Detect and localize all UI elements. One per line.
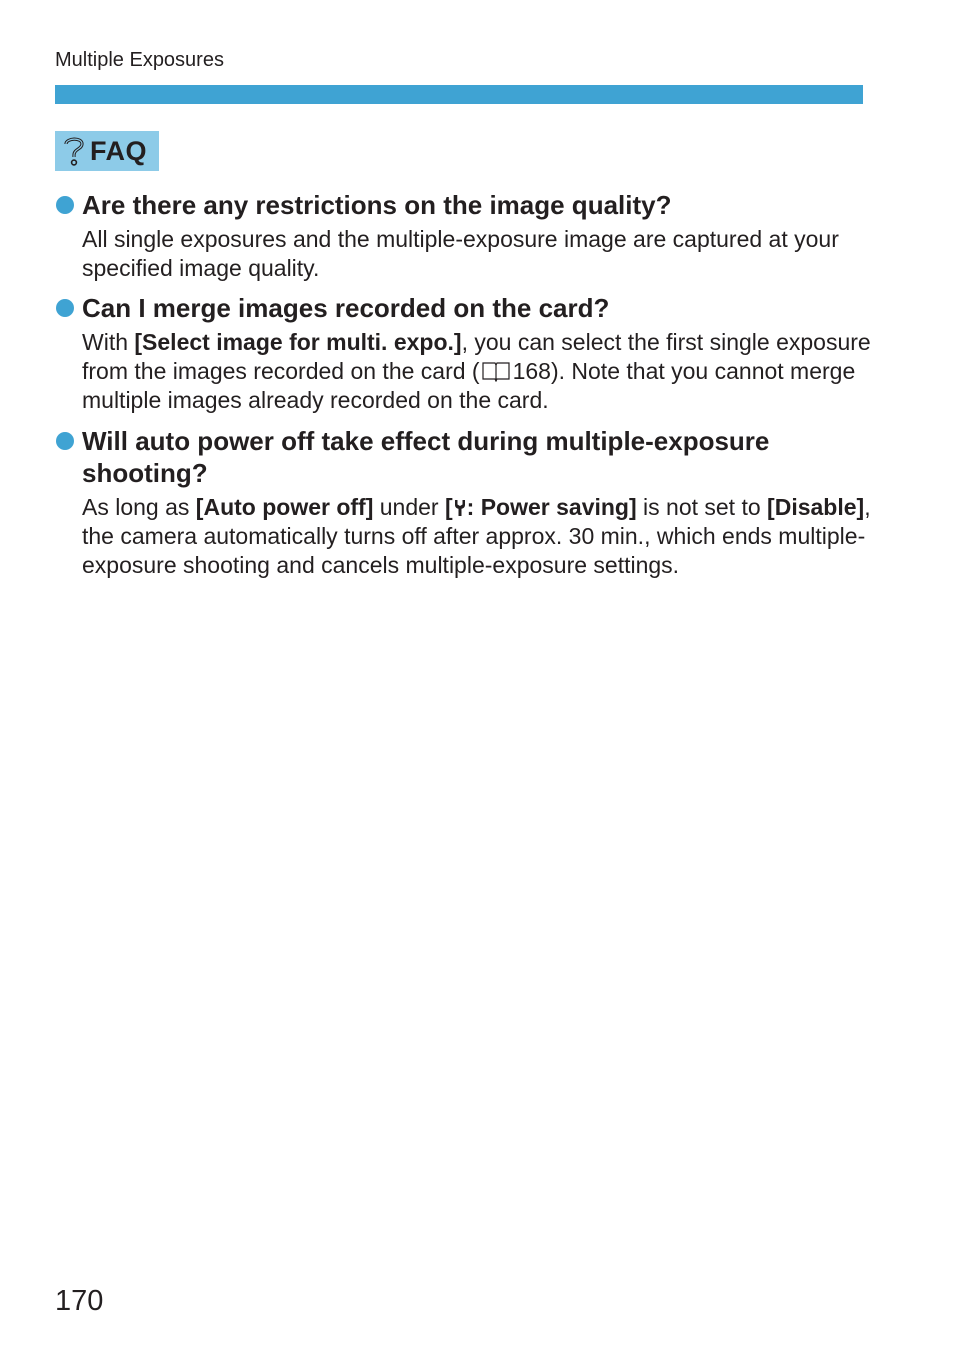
faq-answer-text: All single exposures and the multiple-exposure image are captured at your specified image quality. bbox=[82, 226, 839, 281]
faq-question bbox=[55, 425, 875, 489]
faq-question-text: Will auto power off take effect during multiple-exposure shooting? bbox=[82, 426, 770, 488]
answer-text: is not set to bbox=[636, 494, 768, 520]
faq-answer bbox=[55, 493, 875, 580]
section-title: Multiple Exposures bbox=[55, 49, 224, 71]
faq-item bbox=[55, 189, 875, 283]
section-title-bar bbox=[55, 85, 863, 104]
answer-text: , the camera automatically turns off after approx. 30 min., which ends multiple-exposure shooting and cancels multiple-exposure settings. bbox=[82, 494, 871, 578]
answer-text: With bbox=[82, 329, 135, 355]
menu-option-reference: [Disable] bbox=[767, 494, 865, 520]
faq-label: FAQ bbox=[90, 135, 148, 166]
faq-item bbox=[55, 292, 875, 415]
bullet-icon bbox=[56, 299, 74, 317]
answer-text: under bbox=[373, 494, 445, 520]
question-mark-icon bbox=[62, 135, 86, 167]
menu-item-reference: [Select image for multi. expo.] bbox=[134, 329, 462, 355]
menu-tab-reference: [ : Power saving] bbox=[444, 494, 637, 520]
menu-item-reference: [Auto power off] bbox=[195, 494, 374, 520]
bullet-icon bbox=[56, 432, 74, 450]
bullet-icon bbox=[56, 196, 74, 214]
answer-text: , you can select the first single exposure from the images recorded on the card ( bbox=[82, 329, 871, 384]
faq-question-text: Are there any restrictions on the image quality? bbox=[82, 190, 672, 220]
book-icon bbox=[481, 360, 511, 382]
answer-text: ). Note that you cannot merge multiple images already recorded on the card. bbox=[82, 358, 856, 413]
faq-item bbox=[55, 425, 875, 580]
wrench-icon bbox=[453, 499, 467, 517]
faq-question-text: Can I merge images recorded on the card? bbox=[82, 293, 610, 323]
answer-text: As long as bbox=[82, 494, 196, 520]
faq-answer bbox=[55, 328, 875, 415]
faq-badge bbox=[55, 131, 159, 171]
faq-question bbox=[55, 189, 875, 221]
faq-answer bbox=[55, 225, 875, 283]
page-reference[interactable]: 168 bbox=[512, 358, 551, 384]
page-number: 170 bbox=[55, 1285, 104, 1317]
faq-question bbox=[55, 292, 875, 324]
